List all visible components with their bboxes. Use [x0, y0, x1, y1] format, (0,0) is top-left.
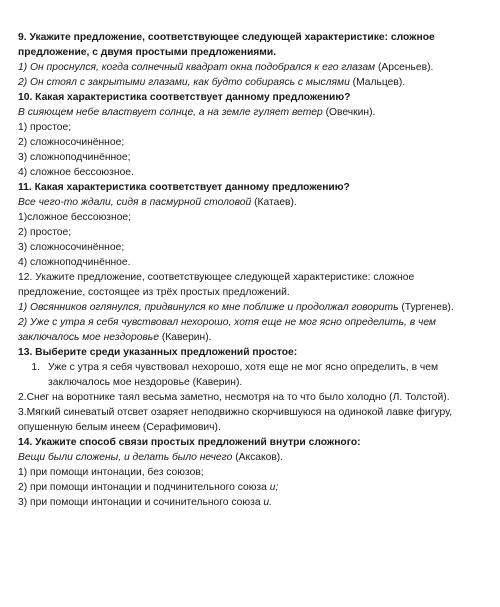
question-14: [18, 435, 482, 510]
question-14-option-3-union: и.: [263, 497, 272, 508]
question-10-option-2: 2) сложносочинённое;: [18, 137, 125, 148]
question-13-option-1-number: 1.: [31, 362, 40, 373]
question-13-option-1: [18, 360, 482, 390]
question-14-option-2: [18, 480, 482, 495]
question-12-option-1-author: (Тургенев).: [398, 302, 454, 313]
question-13-option-2: 2.Снег на воротнике таял весьма заметно, несмотря на то что было холодно (Л. Толстой).: [18, 392, 450, 403]
question-11-option-1: 1)сложное бессоюзное;: [18, 212, 132, 223]
question-11-title: 11. Какая характеристика соответствует данному предложению?: [18, 182, 350, 193]
question-12-option-1: [18, 300, 482, 315]
question-12: [18, 270, 482, 345]
question-10-title: 10. Какая характеристика соответствует данному предложению?: [18, 92, 351, 103]
question-9-option-1: [18, 60, 482, 75]
question-12-option-1-text: 1) Овсянников оглянулся, придвинулся ко мне поближе и продолжал говорить: [18, 302, 399, 313]
question-14-option-2-text: 2) при помощи интонации и подчинительного союза: [18, 482, 270, 493]
question-14-option-3-text: 3) при помощи интонации и сочинительного союза: [18, 497, 264, 508]
question-14-sentence-text: Вещи были сложены, и делать было нечего: [18, 452, 233, 463]
question-13-option-3: 3.Мягкий синеватый отсвет озаряет неподвижно скорчившуюся на одинокой лавке фигуру, опушенную белым инеем (Серафимович).: [18, 407, 453, 433]
question-14-option-3: [18, 495, 482, 510]
question-14-title: 14. Укажите способ связи простых предложений внутри сложного:: [18, 437, 361, 448]
question-11-sentence-text: Все чего-то ждали, сидя в пасмурной столовой: [18, 197, 252, 208]
question-14-option-2-union: и;: [269, 482, 279, 493]
question-11-option-3: 3) сложносочинённое;: [18, 242, 125, 253]
question-12-option-2-author: (Каверин).: [158, 332, 212, 343]
question-14-sentence: [18, 450, 482, 465]
question-9-option-2-text: 2) Он стоял с закрытыми глазами, как будто собираясь с мыслями: [18, 77, 350, 88]
question-14-author: (Аксаков).: [232, 452, 284, 463]
question-11-option-2: 2) простое;: [18, 227, 72, 238]
question-11-sentence: [18, 195, 482, 210]
question-10-option-3: 3) сложноподчинённое;: [18, 152, 131, 163]
question-11-author: (Катаев).: [251, 197, 297, 208]
question-10-option-4: 4) сложное бессоюзное.: [18, 167, 134, 178]
question-9-option-1-text: 1) Он проснулся, когда солнечный квадрат окна подобрался к его глазам: [18, 62, 376, 73]
question-12-title: 12. Укажите предложение, соответствующее следующей характеристике: сложное предложение, состоящее из трёх простых предложений.: [18, 272, 415, 298]
question-9-option-1-author: (Арсеньев).: [375, 62, 434, 73]
question-13: [18, 345, 482, 435]
question-14-option-1: 1) при помощи интонации, без союзов;: [18, 467, 204, 478]
question-10-sentence: [18, 105, 482, 120]
question-10: [18, 90, 482, 180]
question-10-option-1: 1) простое;: [18, 122, 72, 133]
question-11: [18, 180, 482, 270]
question-12-option-2-text: 2) Уже с утра я себя чувствовал нехорошо, хотя еще не мог ясно определить, в чем заключалось мое нездоровье: [18, 317, 436, 343]
question-9: [18, 30, 482, 90]
question-11-option-4: 4) сложноподчинённое.: [18, 257, 131, 268]
question-9-option-2: [18, 75, 482, 90]
question-9-option-2-author: (Мальцев).: [349, 77, 406, 88]
question-13-title: 13. Выберите среди указанных предложений простое:: [18, 347, 298, 358]
question-9-title: 9. Укажите предложение, соответствующее следующей характеристике: сложное предложение, с двумя простыми предложениями.: [18, 32, 435, 58]
question-12-option-2: [18, 315, 482, 345]
question-10-sentence-text: В сияющем небе властвует солнце, а на земле гуляет ветер: [18, 107, 323, 118]
question-10-author: (Овечкин).: [322, 107, 376, 118]
question-13-option-1-text: Уже с утра я себя чувствовал нехорошо, хотя еще не мог ясно определить, в чем заключалось мое нездоровье (Каверин).: [48, 362, 439, 388]
